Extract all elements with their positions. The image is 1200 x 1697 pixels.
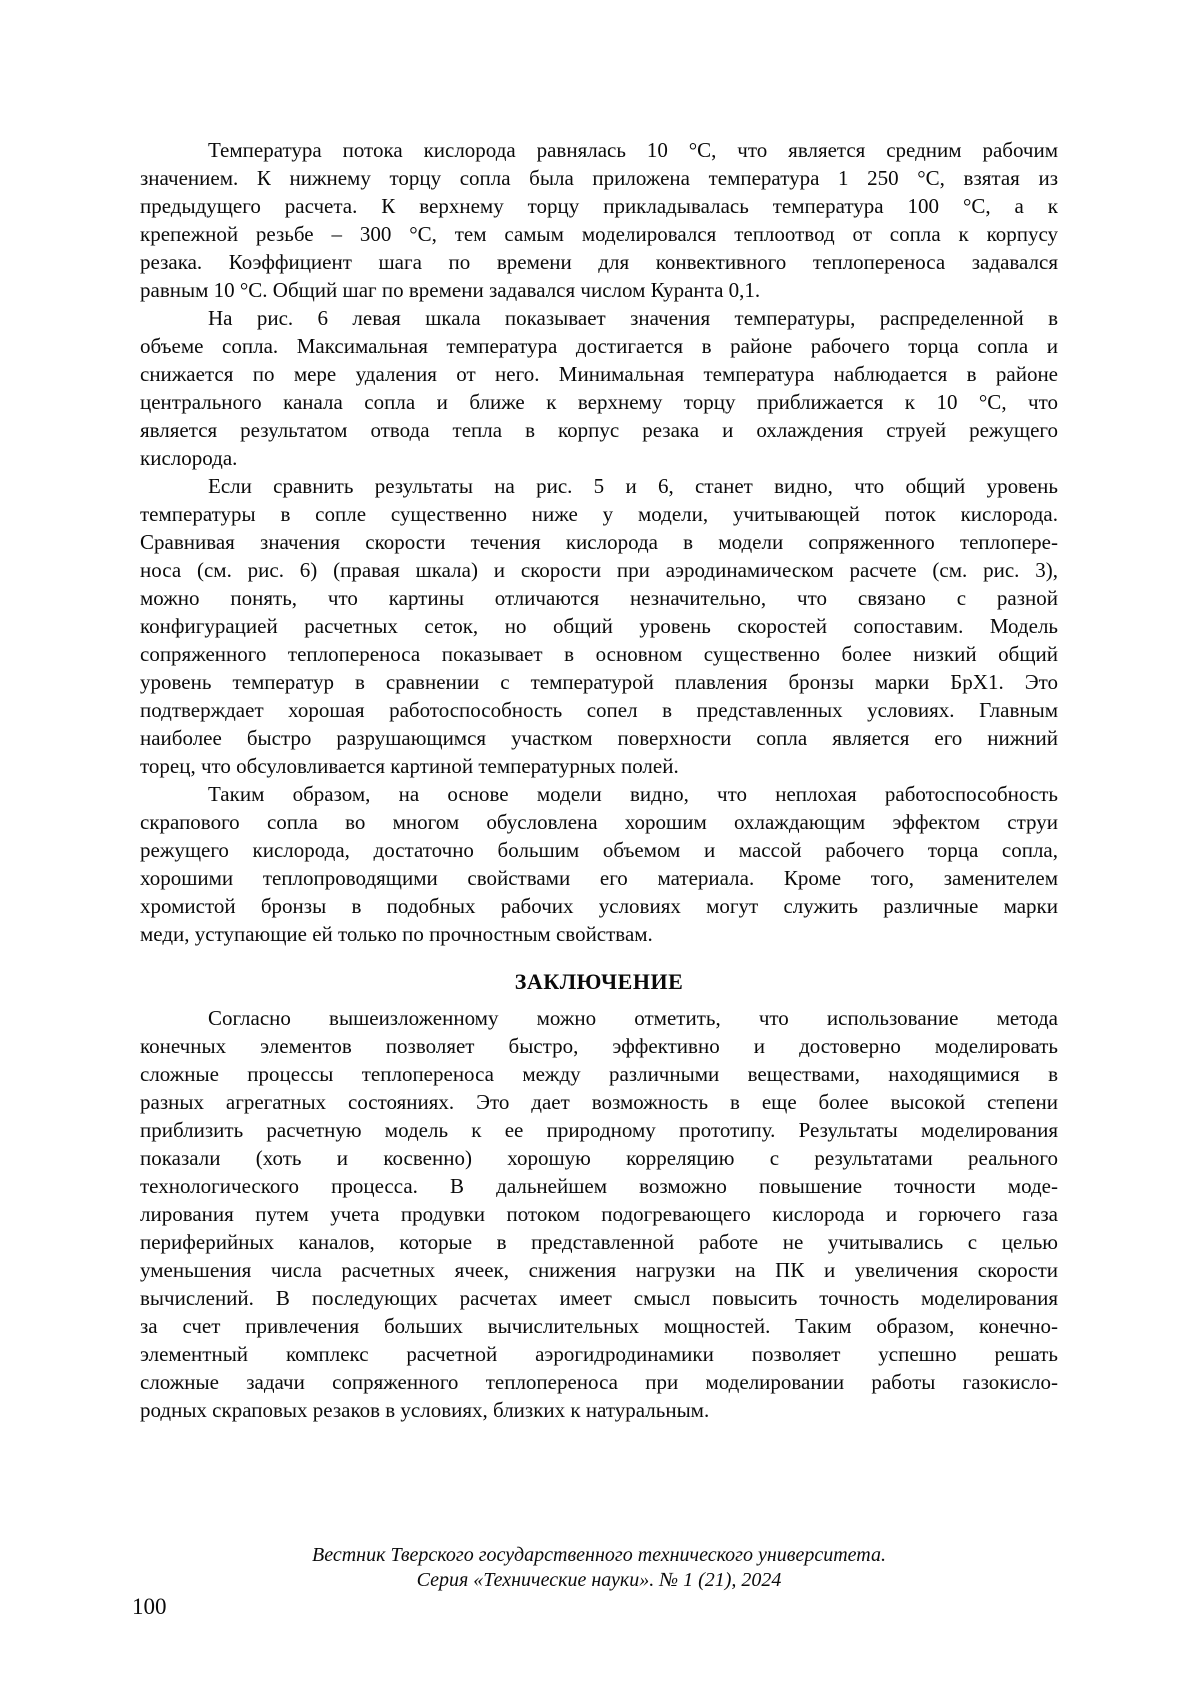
text-line: объеме сопла. Максимальная температура достигается в районе рабочего торца сопла и	[140, 334, 1058, 358]
text-line: меди, уступающие ей только по прочностным свойствам.	[140, 922, 653, 946]
text-line: равным 10 °С. Общий шаг по времени задавался числом Куранта 0,1.	[140, 278, 761, 302]
text-line: разных агрегатных состояниях. Это дает возможность в еще более высокой степени	[140, 1090, 1058, 1114]
text-line: подтверждает хорошая работоспособность сопел в представленных условиях. Главным	[140, 698, 1058, 722]
text-line: Согласно вышеизложенному можно отметить, что использование метода	[208, 1006, 1058, 1030]
text-line: технологического процесса. В дальнейшем возможно повышение точности моде-	[140, 1174, 1058, 1198]
text-line: торец, что обсуловливается картиной температурных полей.	[140, 754, 679, 778]
paragraph	[140, 136, 1058, 304]
text-line: носа (см. рис. 6) (правая шкала) и скорости при аэродинамическом расчете (см. рис. 3),	[140, 558, 1058, 582]
paragraph	[140, 472, 1058, 780]
footer-series-issue: Серия «Технические науки». № 1 (21), 2024	[416, 1569, 782, 1591]
text-line: хорошими теплопроводящими свойствами его материала. Кроме того, заменителем	[140, 866, 1058, 890]
text-line: наиболее быстро разрушающимся участком поверхности сопла является его нижний	[140, 726, 1058, 750]
text-line: родных скраповых резаков в условиях, близких к натуральным.	[140, 1398, 710, 1422]
text-line: лирования путем учета продувки потоком подогревающего кислорода и горючего газа	[140, 1202, 1058, 1226]
text-line: кислорода.	[140, 446, 238, 470]
text-line: резака. Коэффициент шага по времени для конвективного теплопереноса задавался	[140, 250, 1058, 274]
text-line: является результатом отвода тепла в корпус резака и охлаждения струей режущего	[140, 418, 1058, 442]
text-line: центрального канала сопла и ближе к верхнему торцу приближается к 10 °С, что	[140, 390, 1058, 414]
paragraph	[140, 780, 1058, 948]
text-line: Если сравнить результаты на рис. 5 и 6, станет видно, что общий уровень	[208, 474, 1058, 498]
text-line: сложные задачи сопряженного теплопереноса при моделировании работы газокисло-	[140, 1370, 1058, 1394]
paragraph	[140, 1004, 1058, 1424]
text-line: приблизить расчетную модель к ее природному прототипу. Результаты моделирования	[140, 1118, 1058, 1142]
footer-journal-title: Вестник Тверского государственного технического университета.	[312, 1544, 886, 1566]
text-line: элементный комплекс расчетной аэрогидродинамики позволяет успешно решать	[140, 1342, 1058, 1366]
text-line: Сравнивая значения скорости течения кислорода в модели сопряженного теплопере-	[140, 530, 1058, 554]
text-line: температуры в сопле существенно ниже у модели, учитывающей поток кислорода.	[140, 502, 1058, 526]
text-line: можно понять, что картины отличаются незначительно, что связано с разной	[140, 586, 1058, 610]
text-line: Температура потока кислорода равнялась 10 °С, что является средним рабочим	[208, 138, 1058, 162]
paragraph	[140, 304, 1058, 472]
text-line: уменьшения числа расчетных ячеек, снижения нагрузки на ПК и увеличения скорости	[140, 1258, 1058, 1282]
text-line: вычислений. В последующих расчетах имеет смысл повысить точность моделирования	[140, 1286, 1058, 1310]
text-line: за счет привлечения больших вычислительных мощностей. Таким образом, конечно-	[140, 1314, 1058, 1338]
text-line: Таким образом, на основе модели видно, что неплохая работоспособность	[208, 782, 1058, 806]
text-line: конфигурацией расчетных сеток, но общий уровень скоростей сопоставим. Модель	[140, 614, 1058, 638]
text-line: значением. К нижнему торцу сопла была приложена температура 1 250 °С, взятая из	[140, 166, 1058, 190]
text-line: режущего кислорода, достаточно большим объемом и массой рабочего торца сопла,	[140, 838, 1058, 862]
text-line: снижается по мере удаления от него. Минимальная температура наблюдается в районе	[140, 362, 1058, 386]
text-line: На рис. 6 левая шкала показывает значения температуры, распределенной в	[208, 306, 1058, 330]
text-line: показали (хоть и косвенно) хорошую корреляцию с результатами реального	[140, 1146, 1058, 1170]
text-line: конечных элементов позволяет быстро, эффективно и достоверно моделировать	[140, 1034, 1058, 1058]
journal-footer	[140, 1543, 1058, 1593]
text-line: скрапового сопла во многом обусловлена хорошим охлаждающим эффектом струи	[140, 810, 1058, 834]
text-line: предыдущего расчета. К верхнему торцу прикладывалась температура 100 °С, а к	[140, 194, 1058, 218]
text-line: хромистой бронзы в подобных рабочих условиях могут служить различные марки	[140, 894, 1058, 918]
article-body	[140, 136, 1058, 1424]
text-line: сложные процессы теплопереноса между различными веществами, находящимися в	[140, 1062, 1058, 1086]
section-heading: ЗАКЛЮЧЕНИЕ	[514, 969, 684, 994]
page-number: 100	[132, 1594, 167, 1619]
text-line: периферийных каналов, которые в представленной работе не учитывались с целью	[140, 1230, 1058, 1254]
text-line: уровень температур в сравнении с температурой плавления бронзы марки БрХ1. Это	[140, 670, 1058, 694]
text-line: крепежной резьбе – 300 °С, тем самым моделировался теплоотвод от сопла к корпусу	[140, 222, 1058, 246]
text-line: сопряженного теплопереноса показывает в основном существенно более низкий общий	[140, 642, 1058, 666]
